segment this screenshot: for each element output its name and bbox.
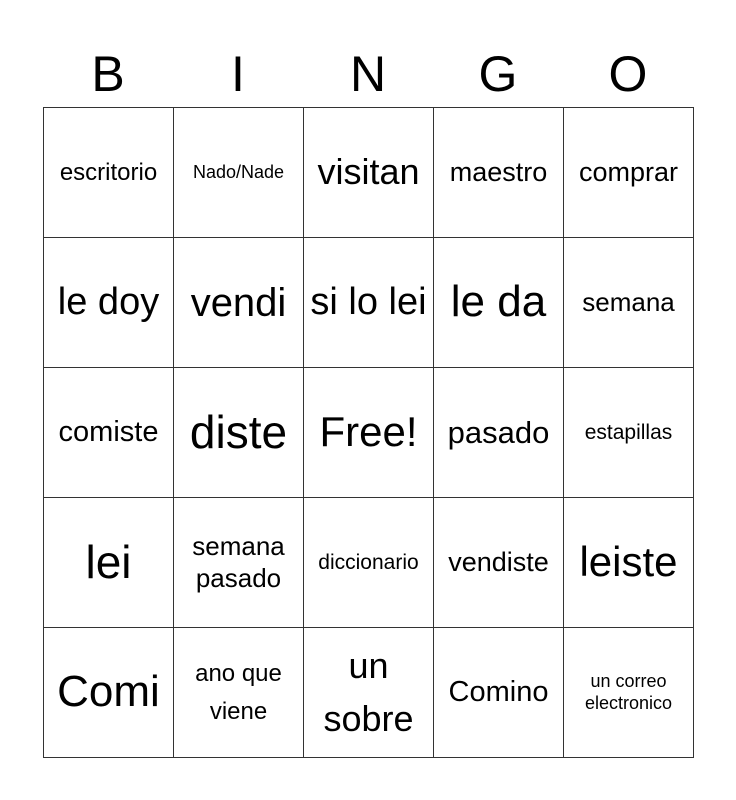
bingo-cell[interactable]: estapillas <box>564 368 694 498</box>
bingo-cell[interactable]: lei <box>44 498 174 628</box>
bingo-cell[interactable]: Comino <box>434 628 564 758</box>
bingo-cell[interactable]: escritorio <box>44 108 174 238</box>
bingo-cell[interactable]: si lo lei <box>304 238 434 368</box>
bingo-cell[interactable]: Nado/Nade <box>174 108 304 238</box>
bingo-cell[interactable]: le da <box>434 238 564 368</box>
bingo-cell[interactable]: comprar <box>564 108 694 238</box>
bingo-cell[interactable]: Free! <box>304 368 434 498</box>
bingo-header <box>43 40 693 108</box>
header-letter-b: B <box>91 46 125 102</box>
bingo-cell[interactable]: visitan <box>304 108 434 238</box>
bingo-cell[interactable]: pasado <box>434 368 564 498</box>
board-row <box>44 238 694 368</box>
board-row <box>44 498 694 628</box>
board-row <box>44 628 694 758</box>
bingo-cell[interactable]: un sobre <box>304 628 434 758</box>
bingo-cell[interactable]: semana pasado <box>174 498 304 628</box>
header-letter-o: O <box>608 46 648 102</box>
bingo-cell[interactable]: leiste <box>564 498 694 628</box>
bingo-board <box>43 107 694 758</box>
bingo-cell[interactable]: diste <box>174 368 304 498</box>
board-row <box>44 368 694 498</box>
bingo-cell[interactable]: maestro <box>434 108 564 238</box>
bingo-cell[interactable]: vendi <box>174 238 304 368</box>
bingo-cell[interactable]: semana <box>564 238 694 368</box>
board-row <box>44 108 694 238</box>
header-letter-g: G <box>478 46 518 102</box>
header-letter-n: N <box>349 46 387 102</box>
bingo-cell[interactable]: le doy <box>44 238 174 368</box>
bingo-cell[interactable]: diccionario <box>304 498 434 628</box>
bingo-cell[interactable]: vendiste <box>434 498 564 628</box>
header-letter-i: I <box>231 46 245 102</box>
bingo-cell[interactable]: ano que viene <box>174 628 304 758</box>
bingo-cell[interactable]: Comi <box>44 628 174 758</box>
bingo-cell[interactable]: un correo electronico <box>564 628 694 758</box>
bingo-board-body <box>44 108 694 758</box>
bingo-cell[interactable]: comiste <box>44 368 174 498</box>
